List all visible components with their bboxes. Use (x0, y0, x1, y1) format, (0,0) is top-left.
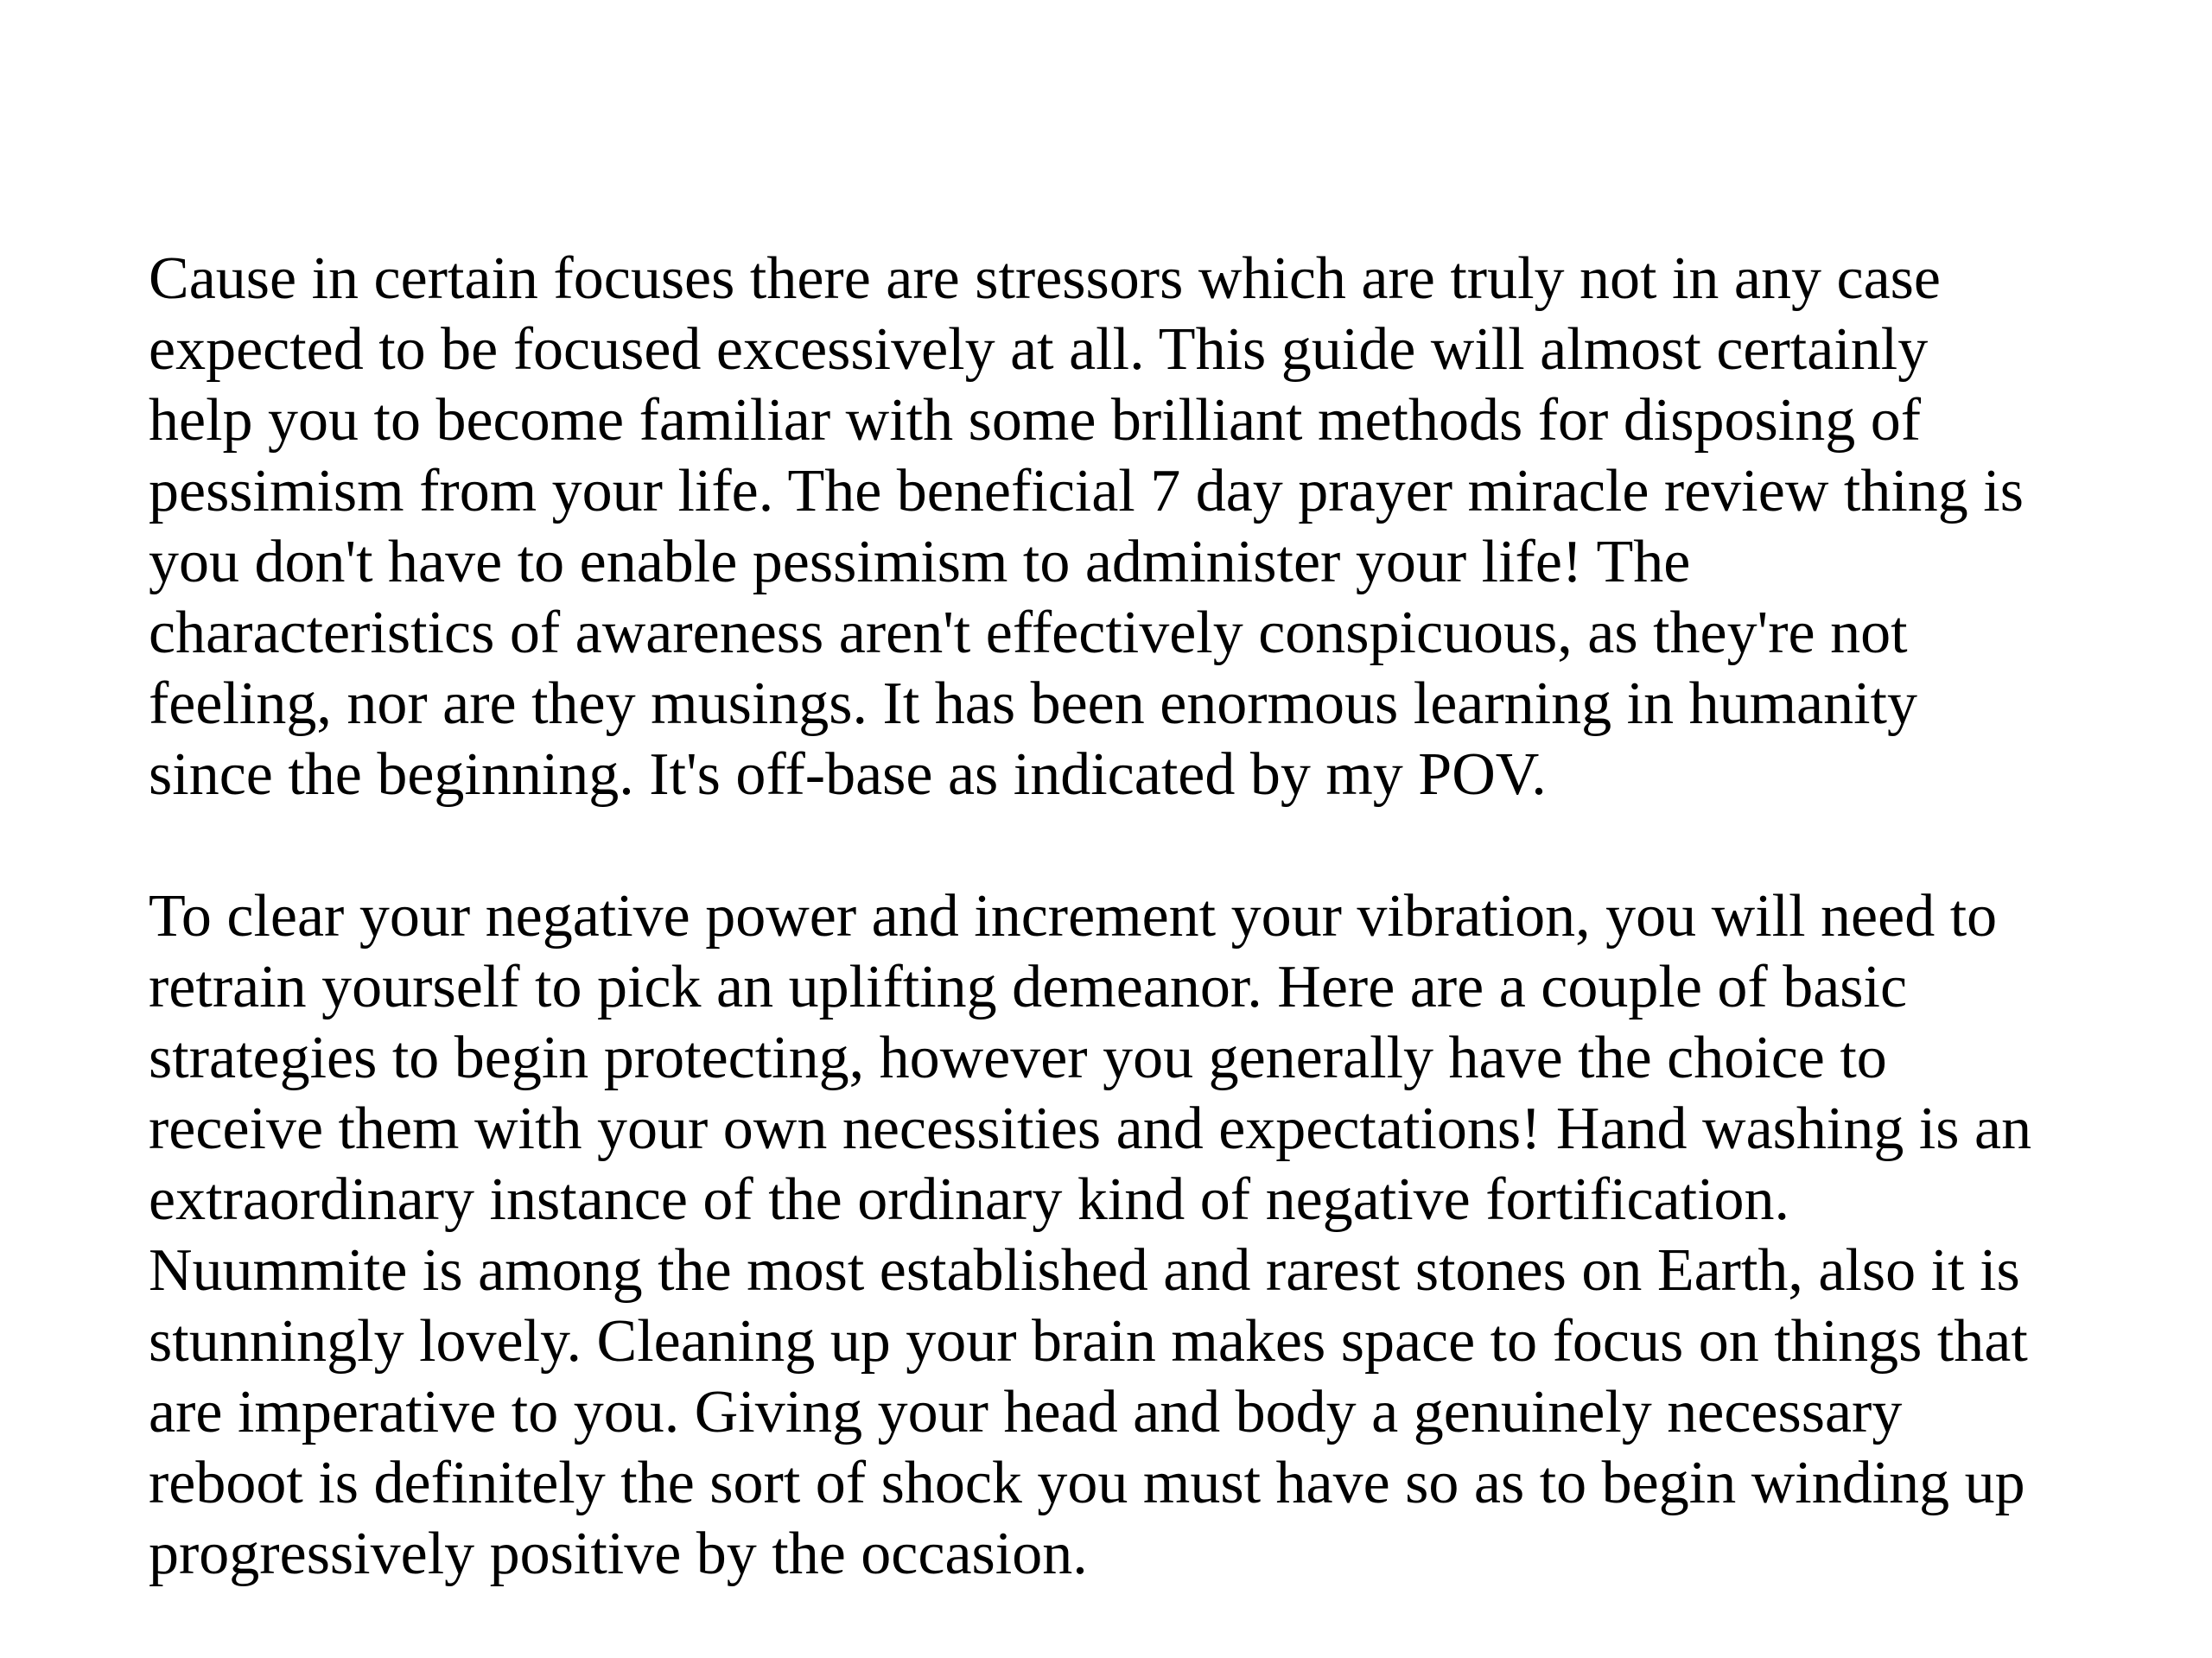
text-line: Nuummite is among the most established and rarest stones on Earth, also it is (149, 1237, 2020, 1304)
text-line: pessimism from your life. The beneficial 7 day prayer miracle review thing is (149, 458, 2024, 524)
text-line: receive them with your own necessities and expectations! Hand washing is an (149, 1096, 2032, 1162)
text-line: progressively positive by the occasion. (149, 1521, 1088, 1587)
text-line: feeling, nor are they musings. It has been enormous learning in humanity (149, 670, 1917, 737)
text-line: strategies to begin protecting, however you generally have the choice to (149, 1025, 1887, 1091)
text-line: you don't have to enable pessimism to administer your life! The (149, 529, 1691, 595)
text-line: Cause in certain focuses there are stressors which are truly not in any case (149, 245, 1941, 312)
text-line: are imperative to you. Giving your head and body a genuinely necessary (149, 1379, 1903, 1445)
text-line: expected to be focused excessively at all. This guide will almost certainly (149, 316, 1929, 383)
text-line: characteristics of awareness aren't effectively conspicuous, as they're not (149, 600, 1908, 666)
text-line: To clear your negative power and increment your vibration, you will need to (149, 883, 1998, 950)
text-line: reboot is definitely the sort of shock you must have so as to begin winding up (149, 1450, 2025, 1516)
text-line: since the beginning. It's off-base as indicated by my POV. (149, 741, 1547, 808)
paragraph-1 (149, 244, 2101, 810)
document-body (149, 244, 2101, 1590)
text-line: retrain yourself to pick an uplifting demeanor. Here are a couple of basic (149, 954, 1908, 1020)
text-line: extraordinary instance of the ordinary kind of negative fortification. (149, 1166, 1790, 1233)
text-line: help you to become familiar with some brilliant methods for disposing of (149, 387, 1922, 454)
text-line: stunningly lovely. Cleaning up your brain makes space to focus on things that (149, 1308, 2028, 1375)
paragraph-2 (149, 881, 2101, 1590)
